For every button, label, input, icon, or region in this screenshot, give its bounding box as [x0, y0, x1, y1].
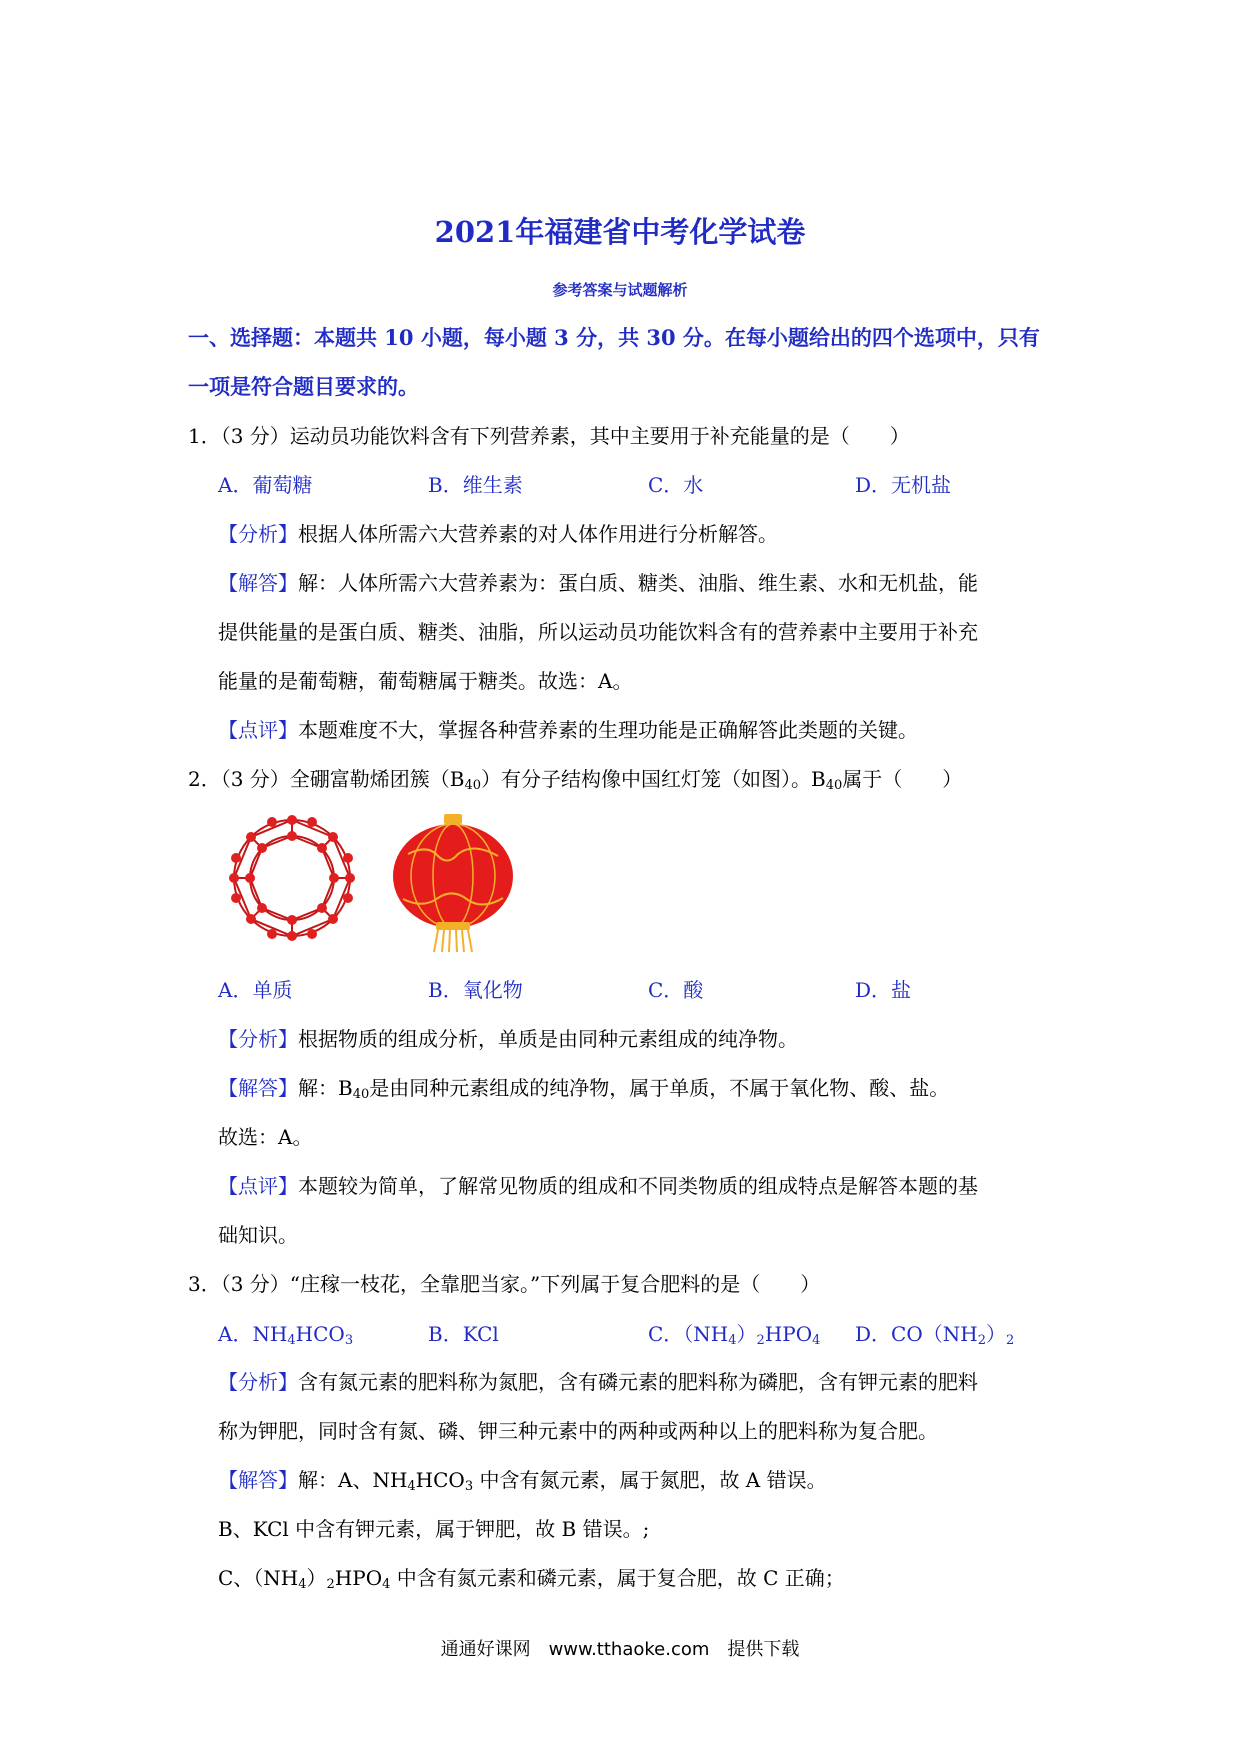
analysis-label: 【分析】: [218, 1370, 298, 1394]
analysis-text: 根据人体所需六大营养素的对人体作用进行分析解答。: [298, 522, 778, 546]
q3-option-b: B．KCl: [428, 1322, 499, 1346]
stem-part: 2．（3 分）全硼富勒烯团簇（B: [188, 767, 465, 791]
subscript: 4: [298, 1577, 307, 1592]
subscript: 4: [287, 1333, 296, 1348]
answer-text: HCO: [415, 1468, 465, 1492]
analysis-text: 含有氮元素的肥料称为氮肥，含有磷元素的肥料称为磷肥，含有钾元素的肥料: [298, 1370, 978, 1394]
subscript: 40: [825, 778, 843, 793]
analysis-label: 【分析】: [218, 522, 298, 546]
q3-stem: 3．（3 分）“庄稼一枝花，全靠肥当家。”下列属于复合肥料的是（ ）: [188, 1272, 821, 1296]
q2-comment-line2: 础知识。: [218, 1223, 298, 1247]
subscript: 4: [728, 1333, 737, 1348]
answer-text: 是由同种元素组成的纯净物，属于单质，不属于氧化物、酸、盐。: [369, 1076, 950, 1100]
answer-text: C、（NH: [218, 1566, 299, 1590]
answer-text: 解：B: [298, 1076, 353, 1100]
stem-part: 属于（ ）: [842, 767, 963, 791]
subscript: 3: [344, 1333, 354, 1348]
q3-option-d: [855, 1322, 1014, 1346]
answer-label: 【解答】: [218, 1076, 298, 1100]
analysis-label: 【分析】: [218, 1027, 298, 1051]
answer-text: 中含有氮元素和磷元素，属于复合肥，故 C 正确；: [390, 1566, 845, 1590]
q3-analysis-line2: 称为钾肥，同时含有氮、磷、钾三种元素中的两种或两种以上的肥料称为复合肥。: [218, 1419, 938, 1443]
q2-option-a: A．单质: [218, 978, 293, 1002]
stem-part: ）有分子结构像中国红灯笼（如图）。B: [481, 767, 826, 791]
answer-text: HPO: [334, 1566, 383, 1590]
red-lantern-image: [388, 814, 518, 954]
q3-option-c: [648, 1322, 820, 1346]
q2-comment-line1: [218, 1174, 978, 1198]
q1-stem: 1．（3 分）运动员功能饮料含有下列营养素，其中主要用于补充能量的是（ ）: [188, 424, 910, 448]
q3-answer-line2: B、KCl 中含有钾元素，属于钾肥，故 B 错误。;: [218, 1517, 650, 1541]
subscript: 4: [382, 1577, 391, 1592]
page-subtitle: 参考答案与试题解析: [552, 281, 688, 299]
q3-answer-line1: [218, 1468, 827, 1492]
formula-part: A．NH: [218, 1322, 288, 1346]
q1-analysis: [218, 522, 778, 546]
formula-part: ）: [985, 1322, 1006, 1346]
formula-part: ）: [736, 1322, 757, 1346]
comment-text: 本题较为简单，了解常见物质的组成和不同类物质的组成特点是解答本题的基: [298, 1174, 978, 1198]
comment-label: 【点评】: [218, 1174, 298, 1198]
q3-analysis-line1: [218, 1370, 978, 1394]
subscript: 4: [812, 1333, 821, 1348]
q3-answer-line3: [218, 1566, 845, 1590]
section-heading-line1: 一、选择题：本题共 10 小题，每小题 3 分，共 30 分。在每小题给出的四个选项中，只有: [188, 325, 1040, 350]
q1-answer-line1: [218, 571, 978, 595]
subscript: 2: [977, 1333, 986, 1348]
comment-text: 本题难度不大，掌握各种营养素的生理功能是正确解答此类题的关键。: [298, 718, 918, 742]
subscript: 4: [407, 1479, 416, 1494]
section-heading-line2: 一项是符合题目要求的。: [188, 374, 419, 399]
subscript: 2: [1005, 1333, 1015, 1348]
answer-text: ）: [306, 1566, 327, 1590]
q3-option-a: [218, 1322, 353, 1346]
page-footer: 通通好课网 www.tthaoke.com 提供下载: [440, 1639, 800, 1660]
page-title: 2021年福建省中考化学试卷: [434, 215, 806, 249]
b40-molecule-image: [222, 808, 362, 948]
answer-label: 【解答】: [218, 1468, 298, 1492]
answer-text: 解：人体所需六大营养素为：蛋白质、糖类、油脂、维生素、水和无机盐，能: [298, 571, 978, 595]
formula-part: HCO: [295, 1322, 345, 1346]
q2-stem: [188, 767, 962, 791]
subscript: 40: [352, 1087, 370, 1102]
q1-answer-line3: 能量的是葡萄糖，葡萄糖属于糖类。故选：A。: [218, 669, 633, 693]
q1-answer-line2: 提供能量的是蛋白质、糖类、油脂，所以运动员功能饮料含有的营养素中主要用于补充: [218, 620, 978, 644]
q2-option-d: D．盐: [855, 978, 912, 1002]
formula-part: D．CO（NH: [855, 1322, 978, 1346]
formula-part: C．（NH: [648, 1322, 729, 1346]
q2-analysis: [218, 1027, 798, 1051]
q1-option-d: D．无机盐: [855, 473, 952, 497]
answer-text: 解：A、NH: [298, 1468, 408, 1492]
q1-comment: [218, 718, 918, 742]
subscript: 2: [756, 1333, 765, 1348]
comment-label: 【点评】: [218, 718, 298, 742]
q1-option-c: C．水: [648, 473, 704, 497]
analysis-text: 根据物质的组成分析，单质是由同种元素组成的纯净物。: [298, 1027, 798, 1051]
q1-option-b: B．维生素: [428, 473, 523, 497]
answer-text: 中含有氮元素，属于氮肥，故 A 错误。: [473, 1468, 827, 1492]
q2-option-c: C．酸: [648, 978, 704, 1002]
q2-answer-line1: [218, 1076, 949, 1100]
subscript: 2: [326, 1577, 335, 1592]
subscript: 3: [464, 1479, 474, 1494]
answer-label: 【解答】: [218, 571, 298, 595]
subscript: 40: [464, 778, 482, 793]
formula-part: HPO: [764, 1322, 813, 1346]
q1-option-a: A．葡萄糖: [218, 473, 313, 497]
q2-answer-line2: 故选：A。: [218, 1125, 313, 1149]
q2-option-b: B．氧化物: [428, 978, 523, 1002]
